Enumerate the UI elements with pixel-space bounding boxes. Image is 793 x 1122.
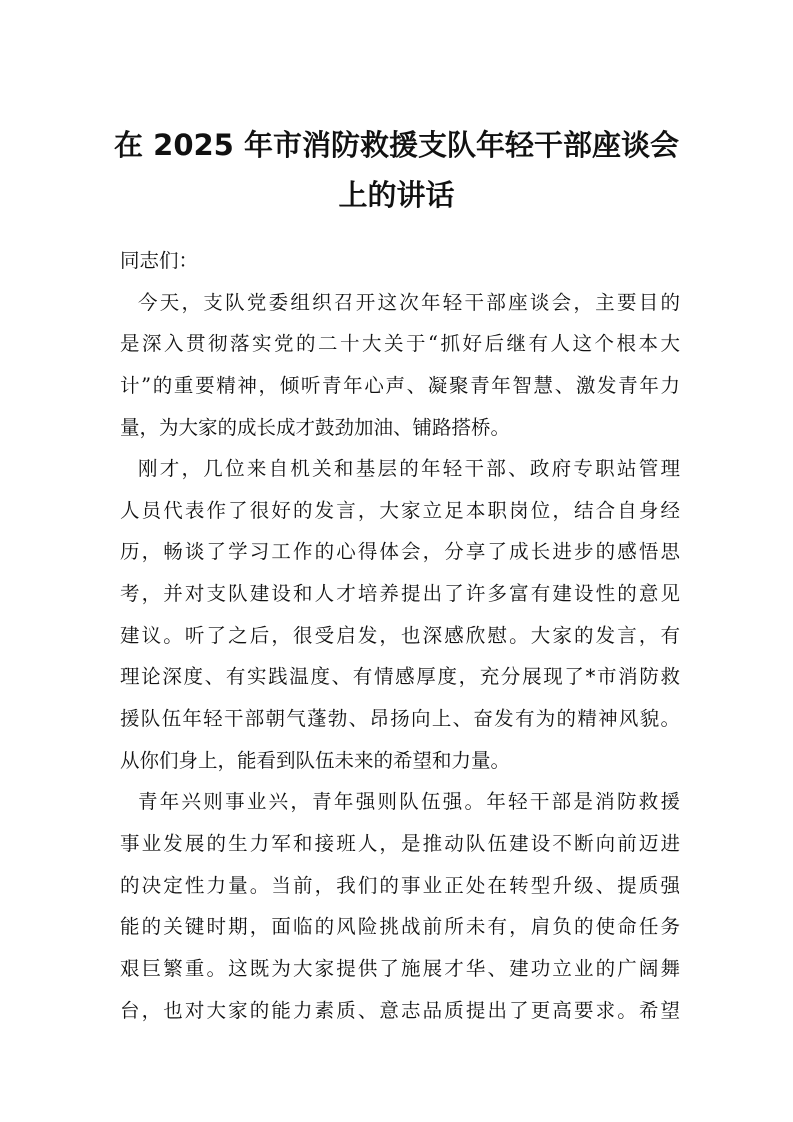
- text-line: 台，也对大家的能力素质、意志品质提出了更高要求。希望: [120, 998, 680, 1022]
- text-line: 量，为大家的成长成才鼓劲加油、铺路搭桥。: [120, 415, 511, 439]
- paragraph-1: [120, 282, 680, 449]
- document-title-line-1: 在 2025 年市消防救援支队年轻干部座谈会: [114, 128, 679, 162]
- text-line: 青年兴则事业兴，青年强则队伍强。年轻干部是消防救援: [138, 790, 680, 814]
- text-line: 是深入贯彻落实党的二十大关于“抓好后继有人这个根本大: [120, 332, 680, 356]
- text-line: 计”的重要精神，倾听青年心声、凝聚青年智慧、激发青年力: [120, 373, 680, 397]
- text-line: 考，并对支队建设和人才培养提出了许多富有建设性的意见: [120, 582, 680, 606]
- text-line: 刚才，几位来自机关和基层的年轻干部、政府专职站管理: [138, 457, 680, 481]
- text-line: 人员代表作了很好的发言，大家立足本职岗位，结合自身经: [120, 498, 680, 522]
- text-line: 援队伍年轻干部朝气蓬勃、昂扬向上、奋发有为的精神风貌。: [120, 707, 680, 731]
- text-line: 建议。听了之后，很受启发，也深感欣慰。大家的发言，有: [120, 623, 680, 647]
- text-line: 今天，支队党委组织召开这次年轻干部座谈会，主要目的: [138, 290, 680, 314]
- text-line: 的决定性力量。当前，我们的事业正处在转型升级、提质强: [120, 873, 680, 897]
- document-body: [120, 240, 680, 1031]
- text-line: 艰巨繁重。这既为大家提供了施展才华、建功立业的广阔舞: [120, 956, 680, 980]
- salutation: 同志们：: [120, 249, 199, 272]
- document-title-line-2: 上的讲话: [338, 178, 455, 212]
- text-line: 历，畅谈了学习工作的心得体会，分享了成长进步的感悟思: [120, 540, 680, 564]
- text-line: 理论深度、有实践温度、有情感厚度，充分展现了*市消防救: [120, 665, 680, 689]
- text-line: 事业发展的生力军和接班人，是推动队伍建设不断向前迈进: [120, 831, 680, 855]
- text-line: 从你们身上，能看到队伍未来的希望和力量。: [120, 748, 511, 772]
- text-line: 能的关键时期，面临的风险挑战前所未有，肩负的使命任务: [120, 915, 680, 939]
- paragraph-2: [120, 448, 680, 781]
- paragraph-3: [120, 781, 680, 1031]
